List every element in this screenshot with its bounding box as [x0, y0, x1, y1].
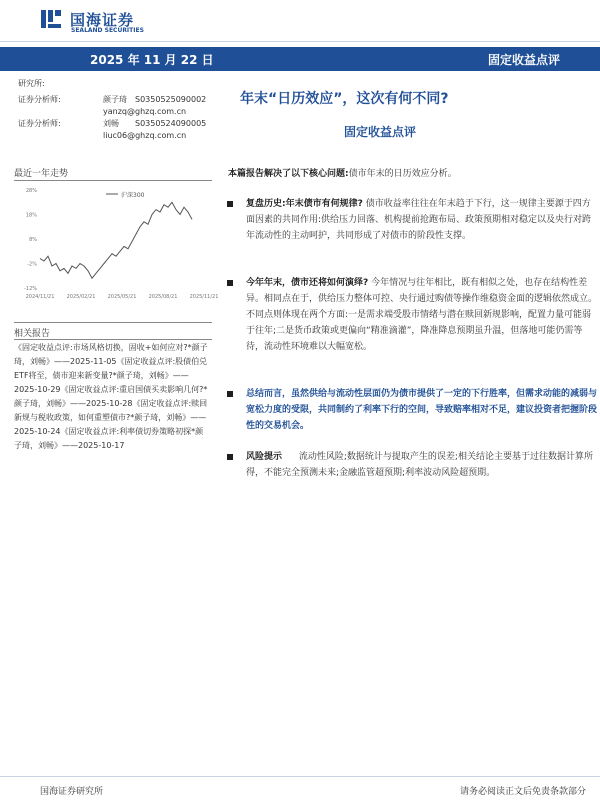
report-title: 年末“日历效应”，这次有何不同? [240, 91, 449, 107]
x-tick-label: 2025/02/21 [66, 294, 96, 300]
footer-right: 请务必阅读正文后免责条款部分 [459, 787, 586, 797]
related-rule [14, 339, 212, 340]
chart-bottom-rule [14, 322, 212, 323]
series-line [40, 202, 192, 278]
point-1-text: 债市收益率往往在年末趋于下行，这一规律主要源于四方面因素的共同作用:供给压力回落、机构提前抢跑布局、政策预期相对稳定以及央行对跨年流动性的主动呵护，共同形成了对债市的阶段性支撑。 [246, 199, 592, 241]
header-rule [0, 41, 600, 42]
logo-mark-icon [40, 8, 62, 30]
footer-rule [0, 776, 600, 777]
footer-left: 国海证券研究所 [40, 787, 104, 797]
analyst-1-email[interactable]: yanzq@ghzq.com.cn [103, 107, 187, 116]
analyst-2-name: 刘畅 [103, 119, 119, 128]
related-list [14, 341, 210, 453]
analyst-2-email[interactable]: liuc06@ghzq.com.cn [103, 131, 187, 140]
y-tick-label: 18% [25, 212, 37, 219]
research-dept-label: 研究所: [18, 79, 45, 88]
trend-chart [14, 184, 219, 302]
report-type: 固定收益点评 [487, 53, 560, 67]
point-3-label: 总结而言，虽然供给与流动性层面仍为债市提供了一定的下行胜率，但需求动能的减弱与宽松力度的受限，共同制约了利率下行的空间，导致赔率相对不足，建议投资者把握阶段性的交易机会。 [246, 389, 598, 431]
analyst-1-cert: S0350525090002 [135, 95, 207, 104]
point-2-text: 今年情况与往年相比，既有相似之处，也存在结构性差异。相同点在于，供给压力整体可控、央行通过购债等操作维稳资金面的逻辑依然成立。不同点则体现在两个方面:一是需求端受股市情绪与潜在赎回新规影响，配置力量可能弱于往年;二是货币政策或更偏向“精准滴灌”，降准降息预期虽升温，但落地可能仍需等待，流动性环境难以大幅宽松。 [246, 278, 598, 352]
legend-label: 沪深300 [121, 192, 145, 199]
point-2 [228, 275, 598, 355]
point-4-text: 流动性风险;数据统计与提取产生的误差;相关结论主要基于过往数据计算所得，不能完全预测未来;金融监管超预期;利率波动风险超预期。 [246, 452, 593, 478]
point-4 [228, 449, 598, 481]
related-title: 相关报告 [14, 329, 51, 339]
x-tick-label: 2025/11/21 [189, 294, 219, 300]
trend-title: 最近一年走势 [14, 169, 69, 179]
analyst-2-cert: S0350524090005 [135, 119, 207, 128]
point-3 [228, 386, 598, 434]
analyst-1-role: 证券分析师: [18, 95, 61, 104]
related-text[interactable]: 《固定收益点评:市场风格切换，固收+如何应对?*颜子琦，刘畅》——2025-11-05《固定收益点评:股债伯兑ETF将至，债市迎来新变量?*颜子琦，刘畅》——2025-10-29《固定收益点评:重启国债买卖影响几何?*颜子琦，刘畅》——2025-10-28《固定收益点评:赎回新规与税收政策，如何重塑债市?*颜子琦，刘畅》——2025-10-24《固定收益点评:利率债切券策略初探*颜子琦，刘畅》——2025-10-17 [14, 343, 208, 450]
y-tick-label: -12% [24, 286, 37, 292]
summary-rest: 债市年末的日历效应分析。 [348, 169, 457, 179]
summary-lead: 本篇报告解决了以下核心问题: [228, 169, 349, 179]
y-tick-label: 28% [25, 188, 37, 194]
logo-text-en: SEALAND SECURITIES [71, 27, 144, 34]
bullet-icon [227, 391, 233, 397]
date-bar [0, 47, 600, 71]
y-tick-label: 8% [29, 237, 37, 243]
summary-line [228, 166, 580, 182]
logo-text-cn: 国海证券 [70, 11, 135, 29]
x-tick-label: 2024/11/21 [25, 294, 55, 300]
y-tick-label: -2% [27, 261, 37, 268]
bullet-icon [227, 454, 233, 460]
point-1 [228, 196, 598, 244]
x-tick-label: 2025/05/21 [107, 294, 137, 300]
point-2-label: 今年年末，债市还将如何演绎? [246, 278, 369, 288]
bullet-icon [227, 280, 233, 286]
report-date: 2025 年 11 月 22 日 [90, 53, 214, 67]
report-subtitle: 固定收益点评 [343, 125, 416, 139]
analyst-2-role: 证券分析师: [18, 119, 61, 128]
analyst-1-name: 颜子琦 [103, 95, 127, 104]
bullet-icon [227, 201, 233, 207]
point-4-label: 风险提示 [246, 452, 283, 462]
x-tick-label: 2025/08/21 [148, 294, 178, 300]
trend-rule [14, 180, 212, 181]
point-1-label: 复盘历史:年末债市有何规律? [246, 199, 363, 209]
